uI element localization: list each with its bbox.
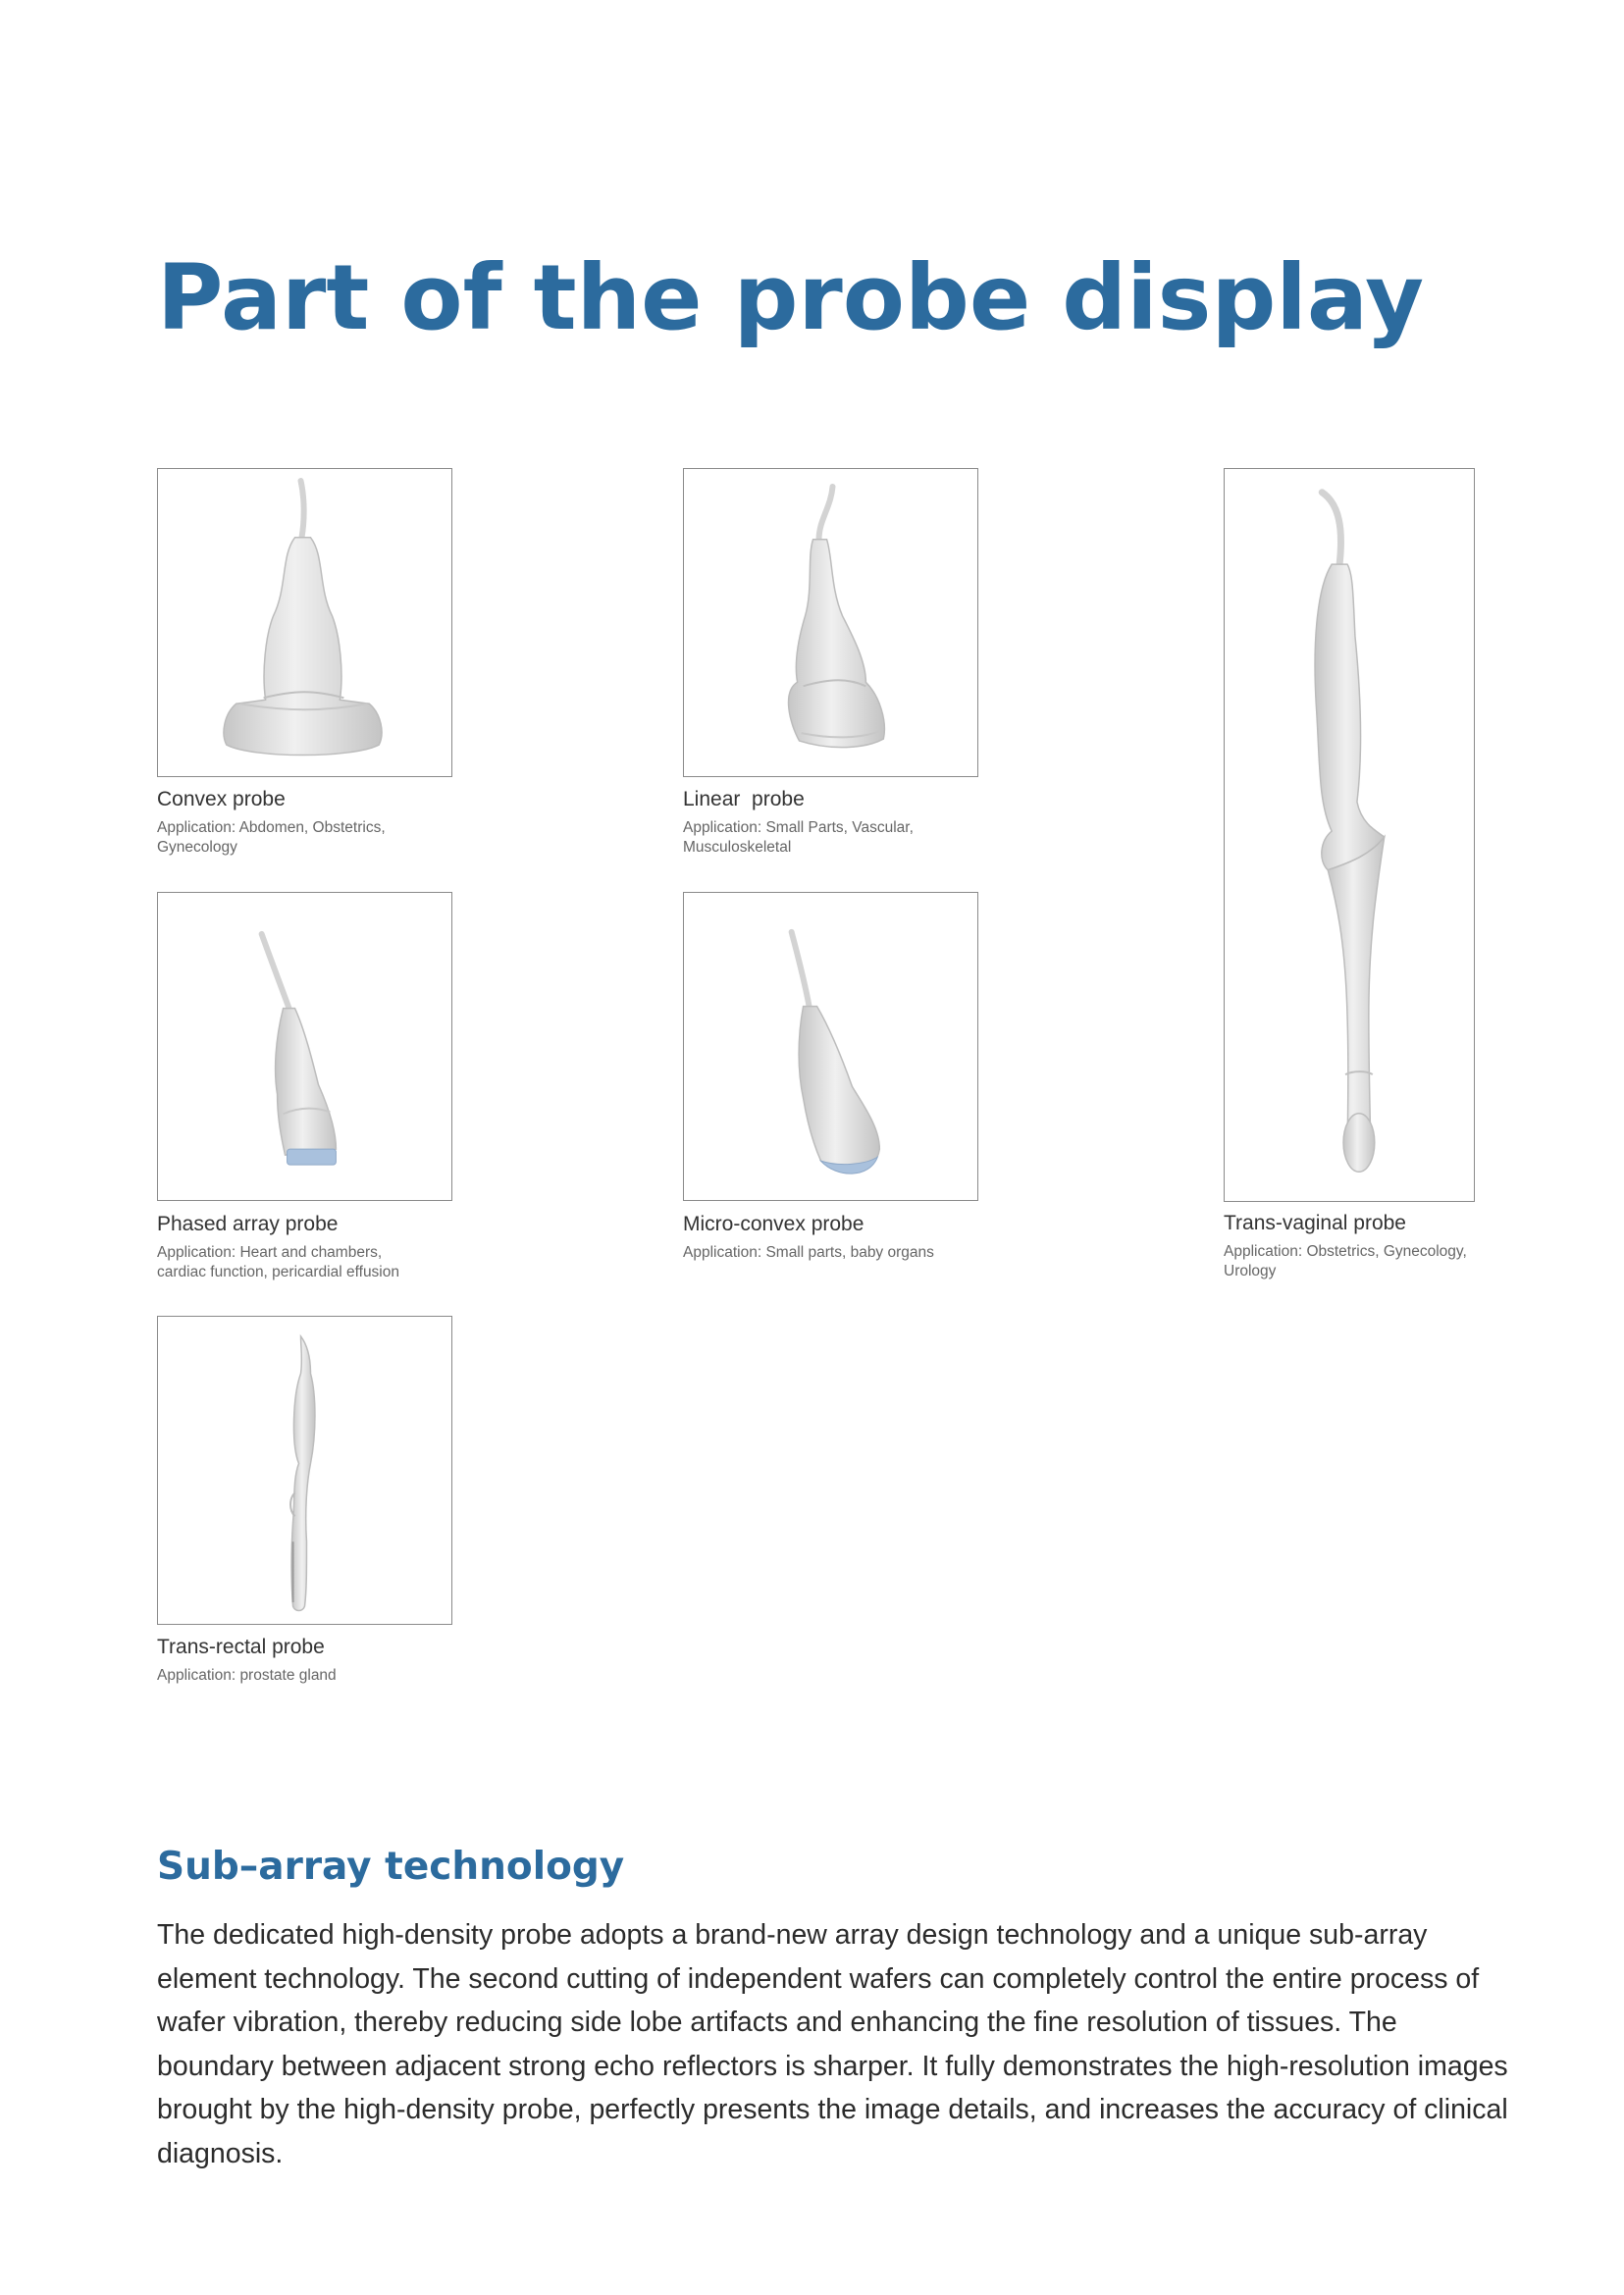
probe-application: Application: Obstetrics, Gynecology, Urology	[1224, 1243, 1467, 1279]
convex-probe-icon	[158, 469, 451, 776]
probe-name: Micro-convex probe	[683, 1213, 864, 1235]
probe-name: Linear probe	[683, 788, 805, 810]
transrectal-probe-image	[157, 1316, 452, 1625]
transvaginal-probe-icon	[1225, 469, 1474, 1201]
linear-probe-icon	[684, 469, 977, 776]
micro-convex-probe-icon	[684, 893, 977, 1200]
probe-application: Application: Small parts, baby organs	[683, 1244, 934, 1261]
section-body: The dedicated high-density probe adopts a brand-new array design technology and a unique sub-array element technology. The second cutting of independent wafers can completely control the entire process of wafer vibration, thereby reducing side lobe artifacts and enhancing the fine resolution of tissues. The boundary between adjacent strong echo reflectors is sharper. It fully demonstrates the high-resolution images brought by the high-density probe, perfectly presents the image details, and increases the accuracy of clinical diagnosis.	[157, 1919, 1508, 2169]
page-title: Part of the probe display	[157, 245, 1425, 350]
probe-application: Application: prostate gland	[157, 1667, 337, 1684]
transrectal-probe-icon	[158, 1317, 451, 1624]
transvaginal-probe-image	[1224, 468, 1475, 1202]
phased-array-probe-image	[157, 892, 452, 1201]
probe-name: Phased array probe	[157, 1213, 339, 1235]
section-heading: Sub–array technology	[157, 1845, 625, 1889]
probe-application: Application: Abdomen, Obstetrics, Gynecology	[157, 819, 386, 856]
probe-name: Trans-rectal probe	[157, 1636, 325, 1658]
convex-probe-image	[157, 468, 452, 777]
micro-convex-probe-image	[683, 892, 978, 1201]
probe-name: Convex probe	[157, 788, 286, 810]
probe-name: Trans-vaginal probe	[1224, 1212, 1406, 1234]
linear-probe-image	[683, 468, 978, 777]
probe-application: Application: Heart and chambers, cardiac function, pericardial effusion	[157, 1244, 399, 1280]
phased-array-probe-icon	[158, 893, 451, 1200]
probe-application: Application: Small Parts, Vascular, Musculoskeletal	[683, 819, 914, 856]
